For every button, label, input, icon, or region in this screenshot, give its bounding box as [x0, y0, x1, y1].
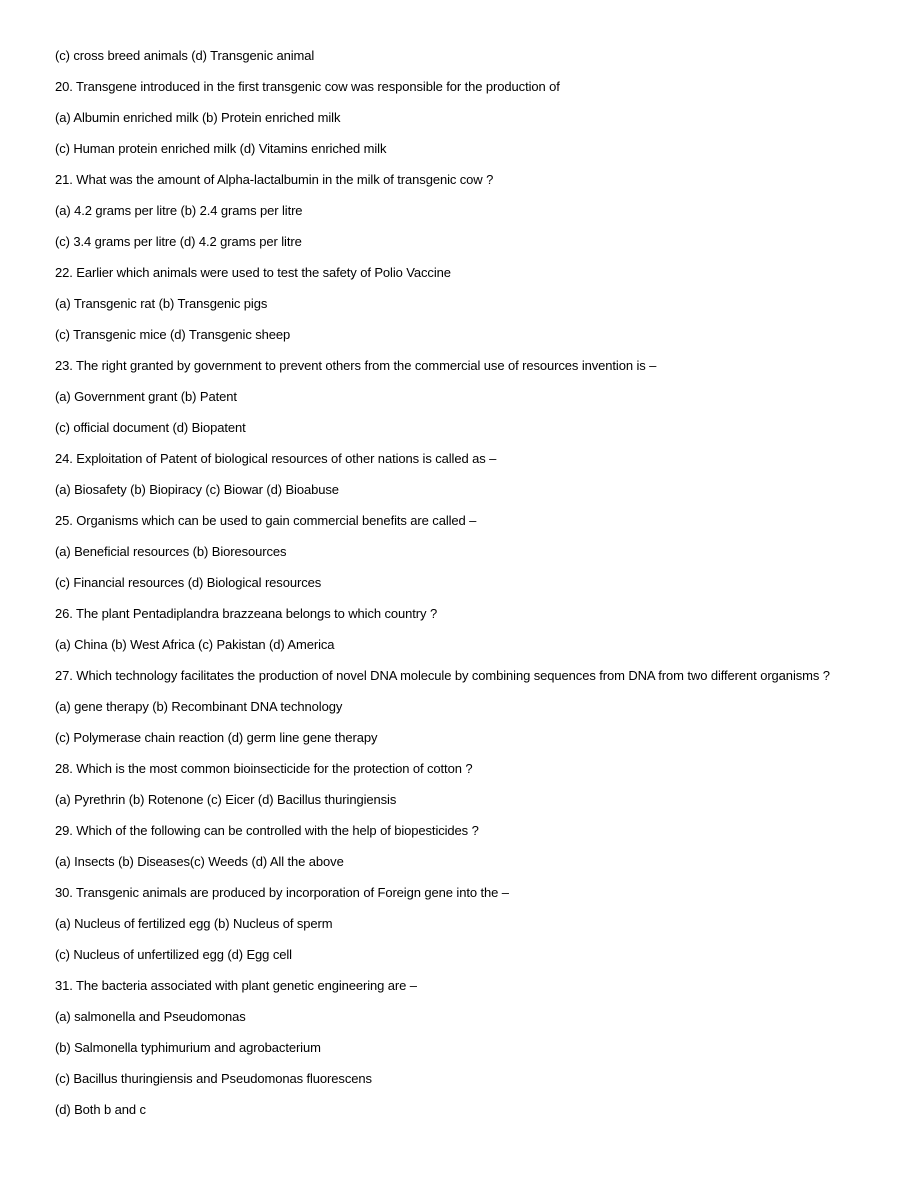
- option-line: (a) Biosafety (b) Biopiracy (c) Biowar (d) Bioabuse: [55, 482, 339, 497]
- option-line: (c) 3.4 grams per litre (d) 4.2 grams per litre: [55, 234, 302, 249]
- option-line: (a) Government grant (b) Patent: [55, 389, 237, 404]
- option-line: (c) official document (d) Biopatent: [55, 420, 246, 435]
- option-line: (a) Insects (b) Diseases(c) Weeds (d) All the above: [55, 854, 344, 869]
- question-20: 20. Transgene introduced in the first transgenic cow was responsible for the production of: [55, 79, 560, 94]
- option-line: (c) Transgenic mice (d) Transgenic sheep: [55, 327, 291, 342]
- option-line: (a) gene therapy (b) Recombinant DNA technology: [55, 699, 343, 714]
- option-line: (a) Beneficial resources (b) Bioresources: [55, 544, 287, 559]
- question-26: 26. The plant Pentadiplandra brazzeana belongs to which country ?: [55, 606, 438, 621]
- option-line: (a) salmonella and Pseudomonas: [55, 1009, 246, 1024]
- option-line: (c) Polymerase chain reaction (d) germ line gene therapy: [55, 730, 378, 745]
- question-28: 28. Which is the most common bioinsecticide for the protection of cotton ?: [55, 761, 473, 776]
- question-24: 24. Exploitation of Patent of biological resources of other nations is called as –: [55, 451, 497, 466]
- question-25: 25. Organisms which can be used to gain commercial benefits are called –: [55, 513, 477, 528]
- question-31: 31. The bacteria associated with plant genetic engineering are –: [55, 978, 417, 993]
- option-line: (a) Transgenic rat (b) Transgenic pigs: [55, 296, 268, 311]
- option-line: (a) Pyrethrin (b) Rotenone (c) Eicer (d) Bacillus thuringiensis: [55, 792, 397, 807]
- question-22: 22. Earlier which animals were used to test the safety of Polio Vaccine: [55, 265, 451, 280]
- option-line: (c) Bacillus thuringiensis and Pseudomonas fluorescens: [55, 1071, 372, 1086]
- document-page: [55, 47, 845, 1132]
- option-line: (a) Nucleus of fertilized egg (b) Nucleus of sperm: [55, 916, 333, 931]
- question-29: 29. Which of the following can be controlled with the help of biopesticides ?: [55, 823, 479, 838]
- option-line: (c) Financial resources (d) Biological resources: [55, 575, 322, 590]
- question-30: 30. Transgenic animals are produced by incorporation of Foreign gene into the –: [55, 885, 509, 900]
- question-27: 27. Which technology facilitates the production of novel DNA molecule by combining sequences from DNA from two different organisms ?: [55, 668, 830, 683]
- option-line: (a) 4.2 grams per litre (b) 2.4 grams per litre: [55, 203, 303, 218]
- option-line: (b) Salmonella typhimurium and agrobacterium: [55, 1040, 321, 1055]
- question-21: 21. What was the amount of Alpha-lactalbumin in the milk of transgenic cow ?: [55, 172, 494, 187]
- option-line: (c) Human protein enriched milk (d) Vitamins enriched milk: [55, 141, 387, 156]
- option-line: (a) China (b) West Africa (c) Pakistan (d) America: [55, 637, 335, 652]
- option-line: (c) cross breed animals (d) Transgenic animal: [55, 48, 315, 63]
- question-23: 23. The right granted by government to prevent others from the commercial use of resources invention is –: [55, 358, 657, 373]
- option-line: (a) Albumin enriched milk (b) Protein enriched milk: [55, 110, 341, 125]
- option-line: (c) Nucleus of unfertilized egg (d) Egg cell: [55, 947, 292, 962]
- option-line: (d) Both b and c: [55, 1102, 146, 1117]
